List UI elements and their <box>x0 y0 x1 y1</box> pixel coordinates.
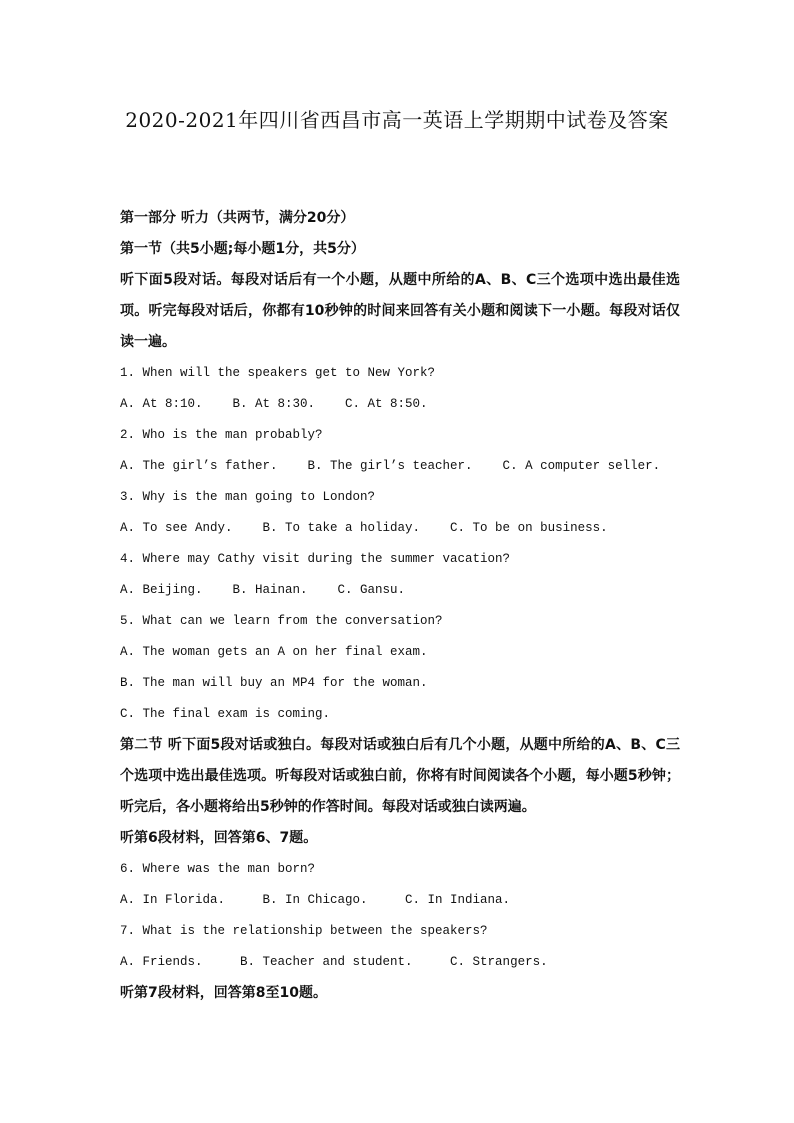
section1-instructions: 听下面5段对话。每段对话后有一个小题，从题中所给的A、B、C三个选项中选出最佳选项。听完每段对话后，你都有10秒钟的时间来回答有关小题和阅读下一小题。每段对话仅读一遍。 <box>120 272 680 350</box>
question-2-options: A. The girl’s father. B. The girl’s teacher. C. A computer seller. <box>120 459 661 473</box>
question-7: 7. What is the relationship between the speakers? <box>120 924 488 938</box>
section2-instructions: 第二节 听下面5段对话或独白。每段对话或独白后有几个小题，从题中所给的A、B、C三个选项中选出最佳选项。听每段对话或独白前，你将有时间阅读各个小题，每小题5秒钟；听完后，各小题将给出5秒钟的作答时间。每段对话或独白读两遍。 <box>120 737 680 815</box>
question-6-options: A. In Florida. B. In Chicago. C. In Indiana. <box>120 893 511 907</box>
question-1: 1. When will the speakers get to New York? <box>120 366 436 380</box>
part1-heading: 第一部分 听力（共两节，满分20分） <box>120 210 355 226</box>
exam-content <box>120 203 680 1009</box>
question-5-option-a: A. The woman gets an A on her final exam. <box>120 645 428 659</box>
question-3: 3. Why is the man going to London? <box>120 490 376 504</box>
question-7-options: A. Friends. B. Teacher and student. C. Strangers. <box>120 955 548 969</box>
document-title: 2020-2021年四川省西昌市高一英语上学期期中试卷及答案 <box>125 108 669 132</box>
question-5-option-b: B. The man will buy an MP4 for the woman. <box>120 676 428 690</box>
question-4-options: A. Beijing. B. Hainan. C. Gansu. <box>120 583 406 597</box>
question-3-options: A. To see Andy. B. To take a holiday. C. To be on business. <box>120 521 608 535</box>
question-5: 5. What can we learn from the conversation? <box>120 614 443 628</box>
question-5-option-c: C. The final exam is coming. <box>120 707 331 721</box>
question-1-options: A. At 8:10. B. At 8:30. C. At 8:50. <box>120 397 428 411</box>
section1-heading: 第一节（共5小题;每小题1分，共5分） <box>120 241 365 257</box>
question-4: 4. Where may Cathy visit during the summer vacation? <box>120 552 511 566</box>
material-6-heading: 听第6段材料，回答第6、7题。 <box>120 830 318 846</box>
material-7-heading: 听第7段材料，回答第8至10题。 <box>120 985 327 1001</box>
question-6: 6. Where was the man born? <box>120 862 316 876</box>
question-2: 2. Who is the man probably? <box>120 428 323 442</box>
